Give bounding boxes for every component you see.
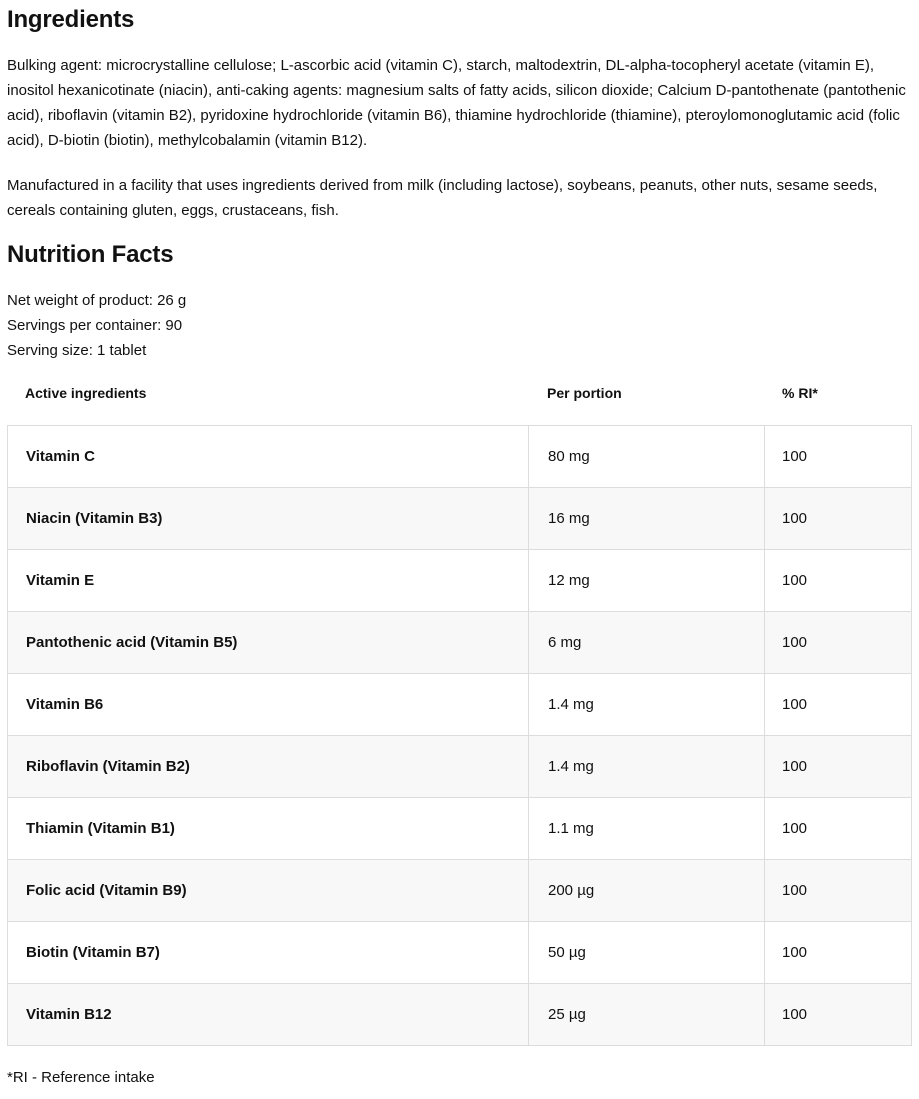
ingredient-name: Riboflavin (Vitamin B2) bbox=[8, 736, 529, 797]
table-row bbox=[8, 922, 911, 984]
ingredient-name: Biotin (Vitamin B7) bbox=[8, 922, 529, 983]
ingredient-name: Vitamin E bbox=[8, 550, 529, 611]
table-row bbox=[8, 674, 911, 736]
servings-per-container: Servings per container: 90 bbox=[7, 317, 183, 334]
nutrition-table bbox=[7, 425, 912, 1046]
ingredient-name: Thiamin (Vitamin B1) bbox=[8, 798, 529, 859]
per-portion-value: 80 mg bbox=[530, 426, 765, 487]
table-row bbox=[8, 860, 911, 922]
ri-value: 100 bbox=[782, 448, 808, 465]
ri-value: 100 bbox=[782, 696, 808, 713]
per-portion-value: 1.4 mg bbox=[530, 736, 765, 797]
table-row bbox=[8, 612, 911, 674]
table-row bbox=[8, 550, 911, 612]
column-header-per-portion: Per portion bbox=[547, 385, 622, 401]
per-portion-value: 1.4 mg bbox=[530, 674, 765, 735]
ingredient-name: Niacin (Vitamin B3) bbox=[8, 488, 529, 549]
per-portion-value: 6 mg bbox=[530, 612, 765, 673]
ingredients-heading: Ingredients bbox=[7, 6, 135, 33]
table-row bbox=[8, 426, 911, 488]
table-row bbox=[8, 798, 911, 860]
table-row bbox=[8, 488, 911, 550]
column-header-active-ingredients: Active ingredients bbox=[25, 385, 147, 401]
table-row bbox=[8, 736, 911, 798]
per-portion-value: 12 mg bbox=[530, 550, 765, 611]
ri-value: 100 bbox=[782, 882, 808, 899]
ri-value: 100 bbox=[782, 572, 808, 589]
ri-value: 100 bbox=[782, 510, 808, 527]
ingredient-name: Vitamin C bbox=[8, 426, 529, 487]
ri-value: 100 bbox=[782, 758, 808, 775]
ingredient-name: Folic acid (Vitamin B9) bbox=[8, 860, 529, 921]
ri-value: 100 bbox=[782, 944, 808, 961]
nutrition-facts-heading: Nutrition Facts bbox=[7, 241, 174, 268]
ingredient-name: Vitamin B6 bbox=[8, 674, 529, 735]
per-portion-value: 50 µg bbox=[530, 922, 765, 983]
ingredient-name: Vitamin B12 bbox=[8, 984, 529, 1045]
ri-value: 100 bbox=[782, 634, 808, 651]
allergen-note: Manufactured in a facility that uses ingredients derived from milk (including lactose), soybeans, peanuts, other nuts, sesame seeds, cereals containing gluten, eggs, crustaceans, fish. bbox=[7, 177, 878, 219]
ri-footnote: *RI - Reference intake bbox=[7, 1069, 155, 1086]
nutrition-table-header bbox=[7, 375, 912, 413]
per-portion-value: 25 µg bbox=[530, 984, 765, 1045]
ri-value: 100 bbox=[782, 820, 808, 837]
net-weight: Net weight of product: 26 g bbox=[7, 292, 187, 309]
ingredient-name: Pantothenic acid (Vitamin B5) bbox=[8, 612, 529, 673]
ingredients-text: Bulking agent: microcrystalline cellulose; L-ascorbic acid (vitamin C), starch, maltodextrin, DL-alpha-tocopheryl acetate (vitamin E), inositol hexanicotinate (niacin), anti-caking agents: magnesium salts of fatty acids, silicon dioxide; Calcium D-pantothenate (pantothenic acid), riboflavin (vitamin B2), pyridoxine hydrochloride (vitamin B6), thiamine hydrochloride (thiamine), pteroylomonoglutamic acid (folic acid), D-biotin (biotin), methylcobalamin (vitamin B12). bbox=[7, 57, 906, 149]
serving-size: Serving size: 1 tablet bbox=[7, 342, 147, 359]
column-header-ri: % RI* bbox=[782, 385, 818, 401]
table-row bbox=[8, 984, 911, 1046]
per-portion-value: 1.1 mg bbox=[530, 798, 765, 859]
per-portion-value: 16 mg bbox=[530, 488, 765, 549]
per-portion-value: 200 µg bbox=[530, 860, 765, 921]
ri-value: 100 bbox=[782, 1006, 808, 1023]
